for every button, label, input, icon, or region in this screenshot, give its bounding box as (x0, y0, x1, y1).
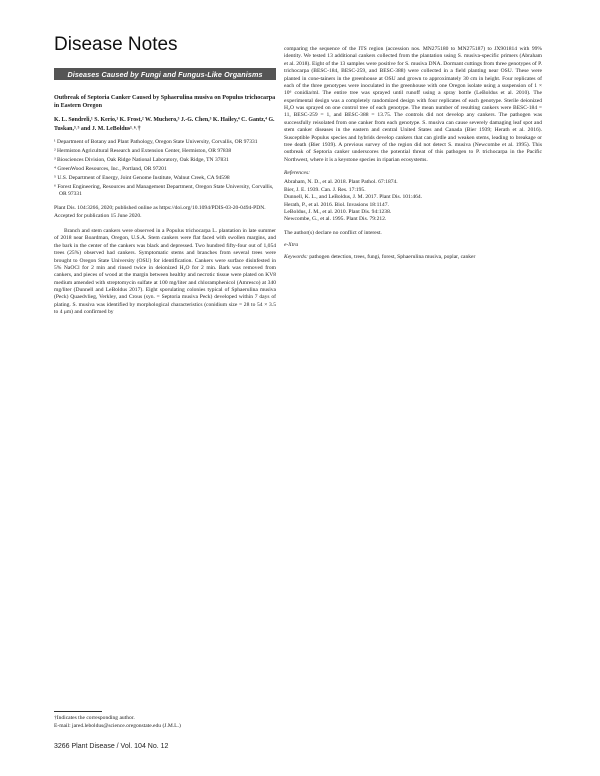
affiliation-list (54, 139, 276, 198)
conflict-statement: The author(s) declare no conflict of interest. (284, 229, 382, 236)
reference-item: LeBoldus, J. M., et al. 2010. Plant Dis. 94:1238. (284, 208, 392, 215)
footnote-corresponding: †Indicates the corresponding author. (54, 715, 135, 721)
page-footer: 3266 Plant Disease / Vol. 104 No. 12 (54, 743, 169, 750)
author-list: K. L. Søndreli,¹ S. Kerio,¹ K. Frost,² W. Muchero,³ J.-G. Chen,³ K. Hailey,⁴ C. Gantz,⁴ G. Tuskan,³˒⁵ and J. M. LeBoldus¹˒⁶˒† (54, 117, 275, 133)
reference-item: Bier, J. E. 1939. Can. J. Res. 17:195. (284, 186, 366, 193)
keywords-label: Keywords: (284, 254, 308, 261)
reference-item: Newcombe, G., et al. 1995. Plant Dis. 79:212. (284, 216, 387, 223)
affiliation: ⁵ U.S. Department of Energy, Joint Genome Institute, Walnut Creek, CA 94598 (54, 174, 230, 181)
footnote (54, 714, 354, 730)
reference-item: Abraham, N. D., et al. 2018. Plant Pathol. 67:1874. (284, 179, 398, 186)
references-heading: References: (284, 170, 310, 176)
affiliation: ¹ Department of Botany and Plant Pathology, Oregon State University, Corvallis, OR 97331 (54, 139, 258, 146)
reference-item: Herath, P., et al. 2016. Biol. Invasions 18:1147. (284, 201, 389, 208)
footnote-email[interactable]: E-mail: jared.leboldus@science.oregonstate.edu (J.M.L.) (54, 723, 181, 730)
reference-item: Dunnell, K. L., and LeBoldus, J. M. 2017. Plant Dis. 101:464. (284, 194, 423, 201)
affiliation: ⁴ GreenWood Resources, Inc., Portland, OR 97201 (54, 165, 167, 172)
publication-info: Plant Dis. 104:3266, 2020; published online as https://doi.org/10.1094/PDIS-03-20-0494-PDN. Accepted for publication 15 June 2020. (54, 205, 266, 219)
left-column (54, 94, 276, 317)
footnote-divider (54, 711, 102, 712)
affiliation: ² Hermiston Agricultural Research and Extension Center, Hermiston, OR 97838 (54, 148, 232, 155)
article-title: Outbreak of Septoria Canker Caused by Sphaerulina musiva on Populus trichocarpa in Eastern Oregon (54, 95, 276, 110)
journal-section-title: Disease Notes (54, 34, 178, 55)
section-banner: Diseases Caused by Fungi and Fungus-Like Organisms (54, 68, 276, 80)
body-paragraph-left: Branch and stem cankers were observed in a Populus trichocarpa L. plantation in late summer of 2018 near Boardman, Oregon, U.S.A. Stem cankers were flat faced with swollen margins, and the bark in the center of the cankers was black and depressed. Two hundred fifty-four out of 1,054 trees (25%) observed had cankers. Symptomatic stems and branches from several trees were brought to Oregon State University (OSU) for identification. Cankers were surface disinfested in 5% NaOCl for 2 min and rinsed twice in deionized H₂O for 2 min. Bark was removed from cankers, and pieces of wood at the margin between healthy and necrotic tissue were plated on KV8 medium amended with streptomycin sulfate at 100 mg/liter and chloramphenicol (Amresco) at 340 mg/liter (Dunnell and LeBoldus 2017). Eight sporulating colonies typical of Sphaerulina musiva (Peck) Quaedvlieg, Verkley, and Crous (syn. = Septoria musiva Peck) developed within 7 days of plating. S. musiva was identified by morphological characteristics (conidium size = 28 to 54 × 3.5 to 4 μm) and confirmed by (54, 228, 276, 316)
keywords-text: pathogen detection, trees, fungi, forest, Sphaerulina musiva, poplar, canker (309, 254, 476, 261)
extra-link[interactable]: e-Xtra (284, 242, 299, 248)
affiliation: ³ Biosciences Division, Oak Ridge National Laboratory, Oak Ridge, TN 37831 (54, 156, 229, 163)
keywords (284, 254, 542, 261)
right-column (284, 46, 542, 262)
reference-list (284, 179, 542, 223)
body-paragraph-right: comparing the sequence of the ITS region (accession nos. MN275180 to MN275187) to JX901814 with 99% identity. We tested 13 additional cankers collected from the plantation using S. musiva-specific primers (Abraham et al. 2018). Eight of the 13 samples were positive for S. musiva DNA. Dormant cuttings from three genotypes of P. trichocarpa (BESC-184, BESC-259, and BESC-388) were collected in a field planting near OSU. These were planted in cone-tainers in the greenhouse at OSU and grown to approximately 30 cm in height. Four replicates of each of the three genotypes were inoculated in the greenhouse with one Oregon isolate using a suspension of 1 × 10⁶ conidia/ml. The entire tree was sprayed until runoff using a spray bottle (LeBoldus et al. 2010). The experimental design was a completely randomized design with four replicates of each genotype. Sterile deionized H₂O was sprayed on one control tree of each genotype. The mean number of resulting cankers were BESC-184 = 11, BESC-259 = 1, and BESC-388 = 13.75. The controls did not develop any cankers. The pathogen was successfully reisolated from one canker from each genotype. S. musiva can cause severely damaging leaf spot and stem canker diseases in the eastern and central United States and Canada (Bier 1939; Herath et al. 2016). Susceptible Populus species and hybrids develop cankers that can girdle and weaken stems, leading to breakage or tree death (Bier 1939). A previous survey of the region did not detect S. musiva (Newcombe et al. 1995). This outbreak of Septoria canker underscores the potential threat of this pathogen to P. trichocarpa in the Pacific Northwest, where it is a keystone species in riparian ecosystems. (284, 46, 542, 163)
affiliation: ⁶ Forest Engineering, Resources and Management Department, Oregon State University, Corvallis, OR 97331 (54, 183, 274, 197)
